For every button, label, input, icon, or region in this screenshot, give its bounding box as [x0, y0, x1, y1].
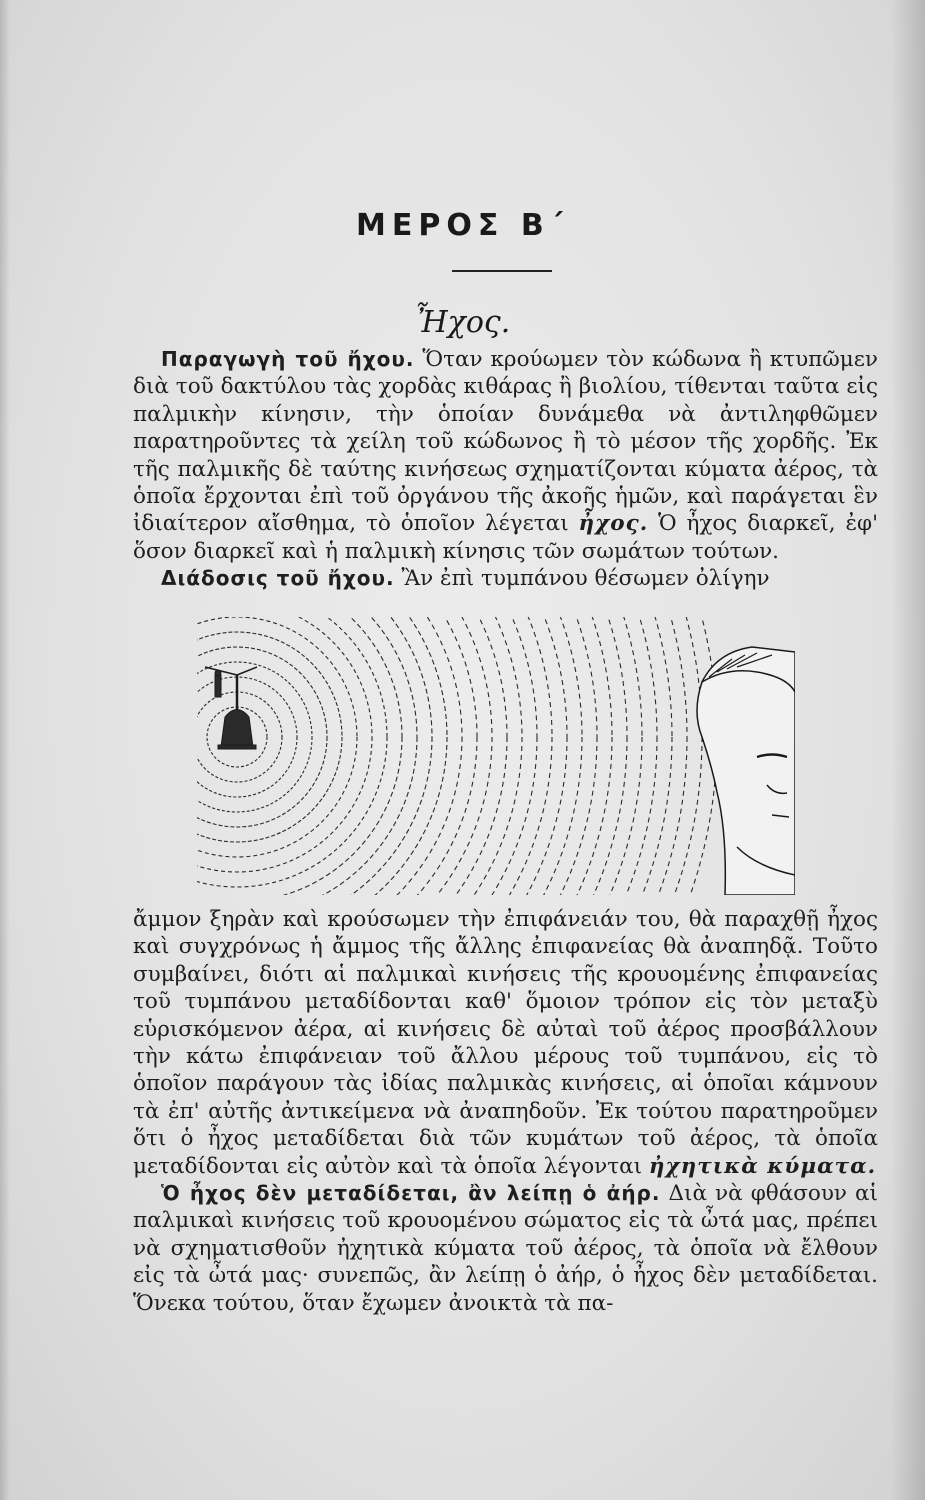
- emphasis-term: ἠχητικὰ κύματα.: [648, 1153, 877, 1179]
- emphasis-term: ἦχος.: [578, 511, 649, 537]
- section-title: Ἦχος.: [414, 305, 511, 340]
- paragraph-text-continued: Ὁ ἦχος διαρκεῖ, ἐφ' ὅσον διαρκεῖ καὶ ἡ παλμικὴ κίνησις τῶν σωμάτων τούτων.: [133, 511, 878, 564]
- paragraph-no-air: [133, 1180, 878, 1317]
- paragraph-text: Ἂν ἐπὶ τυμπάνου θέσωμεν ὀλίγην: [394, 566, 770, 592]
- paragraph-heading: Ὁ ἦχος δὲν μεταδίδεται, ἂν λείπῃ ὁ ἀήρ.: [161, 1181, 661, 1206]
- paragraph-text: Ὅταν κρούωμεν τὸν κώδωνα ἢ κτυπῶμεν διὰ τοῦ δακτύλου τὰς χορδὰς κιθάρας ἢ βιολίου, τίθενται ταῦτα εἰς παλμικὴν κίνησιν, τὴν ὁποίαν δυνάμεθα νὰ ἀντιληφθῶμεν παρατηροῦντες τὰ χείλη τοῦ κώδωνος ἢ τὸ μέσον τῆς χορδῆς. Ἐκ τῆς παλμικῆς δὲ ταύτης κινήσεως σχηματίζονται κύματα ἀέρος, τὰ ὁποῖα ἔρχονται ἐπὶ τοῦ ὀργάνου τῆς ἀκοῆς ἡμῶν, καὶ παράγεται ἓν ἰδιαίτερον αἴσθημα, τὸ ὁποῖον λέγεται: [133, 347, 878, 537]
- paragraph-sound-propagation: [133, 565, 878, 592]
- text-block-after-figure: [133, 906, 878, 1317]
- paragraph-sand-experiment: [133, 906, 878, 1180]
- human-head-profile: [697, 647, 795, 895]
- paragraph-heading: Διάδοσις τοῦ ἤχου.: [161, 566, 395, 591]
- paragraph-text: Διὰ νὰ φθάσουν αἱ παλμικαὶ κινήσεις τοῦ κρουομένου σώματος εἰς τὰ ὦτά μας, πρέπει νὰ σχηματισθοῦν ἠχητικὰ κύματα τοῦ ἀέρος, τὰ ὁποῖα νὰ ἔλθουν εἰς τὰ ὦτά μας· συνεπῶς, ἂν λείπῃ ὁ ἀήρ, ὁ ἦχος δὲν μεταδίδεται. Ὅνεκα τούτου, ὅταν ἔχωμεν ἀνοικτὰ τὰ πα-: [133, 1181, 878, 1316]
- heading-rule: [452, 270, 552, 272]
- paragraph-text: ἄμμον ξηρὰν καὶ κρούσωμεν τὴν ἐπιφάνειάν του, θὰ παραχθῇ ἦχος καὶ συγχρόνως ἡ ἄμμος τῆς ἄλλης ἐπιφανείας θὰ ἀναπηδᾷ. Τοῦτο συμβαίνει, διότι αἱ παλμικαὶ κινήσεις τῆς κρουομένης ἐπιφανείας τοῦ τυμπάνου μεταδίδονται καθ' ὅμοιον τρόπον εἰς τὸν μεταξὺ εὑρισκόμενον ἀέρα, αἱ κινήσεις δὲ αὐταὶ τοῦ ἀέρος προσβάλλουν τὴν κάτω ἐπιφάνειαν τοῦ ἄλλου μέρους τοῦ τυμπάνου, εἰς τὸ ὁποῖον παράγουν τὰς ἰδίας παλμικὰς κινήσεις, αἱ ὁποῖαι κάμνουν τὰ ἐπ' αὐτῆς ἀντικείμενα νὰ ἀναπηδοῦν. Ἐκ τούτου παρατηροῦμεν ὅτι ὁ ἦχος μεταδίδεται διὰ τῶν κυμάτων τοῦ ἀέρος, τὰ ὁποῖα μεταδίδονται εἰς αὐτὸν καὶ τὰ ὁποῖα λέγονται: [133, 907, 878, 1179]
- text-block-before-figure: [133, 346, 878, 593]
- part-heading: ΜΕΡΟΣ Β΄: [356, 208, 569, 243]
- paragraph-heading: Παραγωγὴ τοῦ ἤχου.: [161, 347, 415, 371]
- paragraph-sound-production: [133, 346, 878, 565]
- illustration-svg: [197, 617, 795, 895]
- sound-waves: [197, 617, 717, 895]
- sound-wave-illustration: [197, 617, 795, 895]
